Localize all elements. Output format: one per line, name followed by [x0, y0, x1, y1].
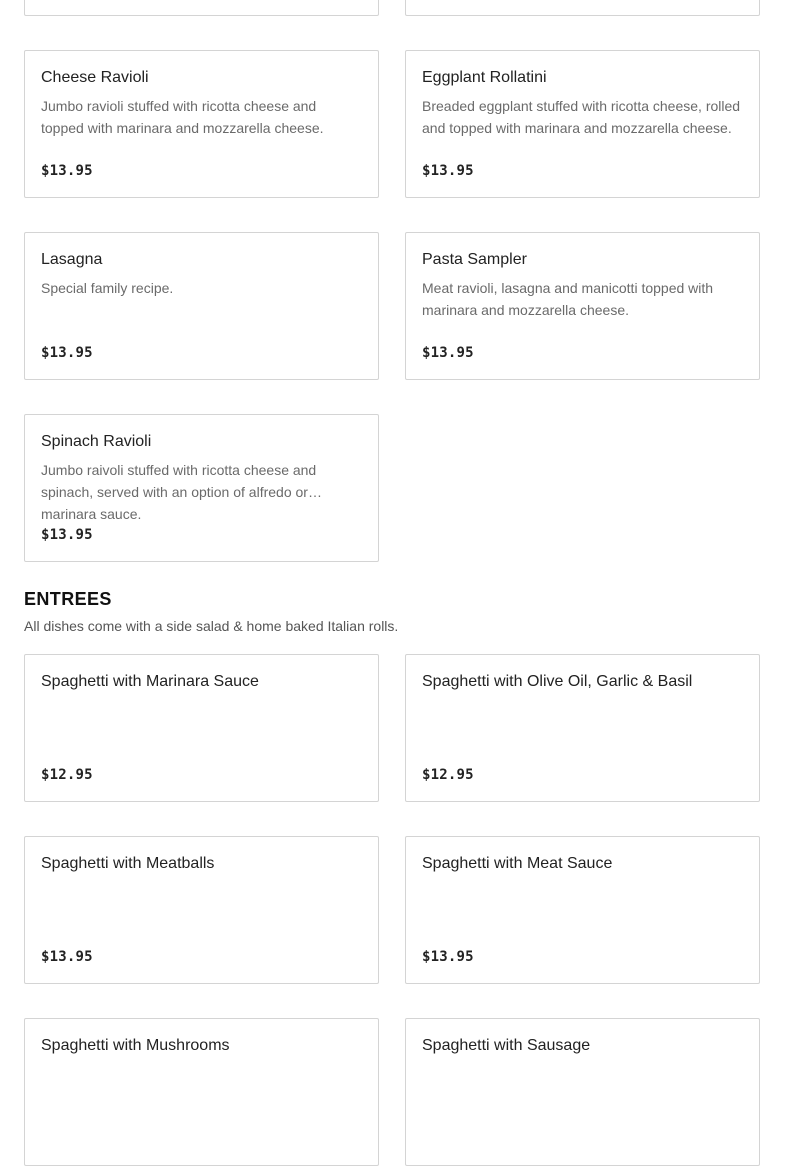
menu-item-card-spaghetti-meatballs[interactable]: [24, 836, 379, 984]
menu-item-card-spaghetti-sausage[interactable]: [405, 1018, 760, 1166]
menu-item-description: Meat ravioli, lasagna and manicotti topped with marinara and mozzarella cheese.: [422, 280, 714, 318]
menu-item-price: $13.95: [41, 527, 93, 543]
menu-item-name: Spaghetti with Olive Oil, Garlic & Basil: [422, 673, 693, 690]
menu-item-card-spinach-ravioli[interactable]: [24, 414, 379, 562]
menu-item-description: Jumbo raivoli stuffed with ricotta cheese and spinach, served with an option of alfredo or marinara sauce.: [41, 462, 317, 522]
menu-item-name: Spaghetti with Mushrooms: [41, 1037, 230, 1054]
menu-item-description: Jumbo ravioli stuffed with ricotta cheese and topped with marinara and mozzarella cheese.: [41, 98, 324, 136]
section-title-entrees: ENTREES: [24, 589, 112, 609]
menu-item-card[interactable]: [405, 0, 760, 16]
menu-item-card-pasta-sampler[interactable]: [405, 232, 760, 380]
section-subtitle-entrees: All dishes come with a side salad & home baked Italian rolls.: [24, 618, 399, 634]
menu-item-name: Cheese Ravioli: [41, 69, 149, 86]
menu-item-name: Lasagna: [41, 251, 103, 268]
menu-item-name: Spinach Ravioli: [41, 433, 152, 450]
menu-item-price: $12.95: [41, 767, 93, 783]
menu-item-price: $12.95: [422, 767, 474, 783]
menu-item-name: Spaghetti with Meat Sauce: [422, 855, 613, 872]
menu-item-name: Eggplant Rollatini: [422, 69, 547, 86]
menu-item-card[interactable]: [24, 0, 379, 16]
menu-item-card-spaghetti-olive-oil[interactable]: [405, 654, 760, 802]
menu-item-name: Spaghetti with Meatballs: [41, 855, 215, 872]
menu-item-card-spaghetti-marinara[interactable]: [24, 654, 379, 802]
menu-item-description: Special family recipe.: [41, 280, 174, 296]
menu-item-price: $13.95: [422, 949, 474, 965]
menu-item-card-cheese-ravioli[interactable]: [24, 50, 379, 198]
menu-item-description: Breaded eggplant stuffed with ricotta cheese, rolled and topped with marinara and mozzarella cheese.: [422, 98, 741, 136]
menu-item-card-eggplant-rollatini[interactable]: [405, 50, 760, 198]
menu-item-price: $13.95: [41, 345, 93, 361]
menu-item-price: $13.95: [422, 345, 474, 361]
menu-item-card-spaghetti-meat-sauce[interactable]: [405, 836, 760, 984]
menu-item-price: $13.95: [41, 949, 93, 965]
menu-item-card-lasagna[interactable]: [24, 232, 379, 380]
menu-item-name: Spaghetti with Marinara Sauce: [41, 673, 259, 690]
menu-item-name: Pasta Sampler: [422, 251, 527, 268]
menu-item-name: Spaghetti with Sausage: [422, 1037, 591, 1054]
menu-item-card-spaghetti-mushrooms[interactable]: [24, 1018, 379, 1166]
menu-item-price: $13.95: [422, 163, 474, 179]
menu-item-price: $13.95: [41, 163, 93, 179]
